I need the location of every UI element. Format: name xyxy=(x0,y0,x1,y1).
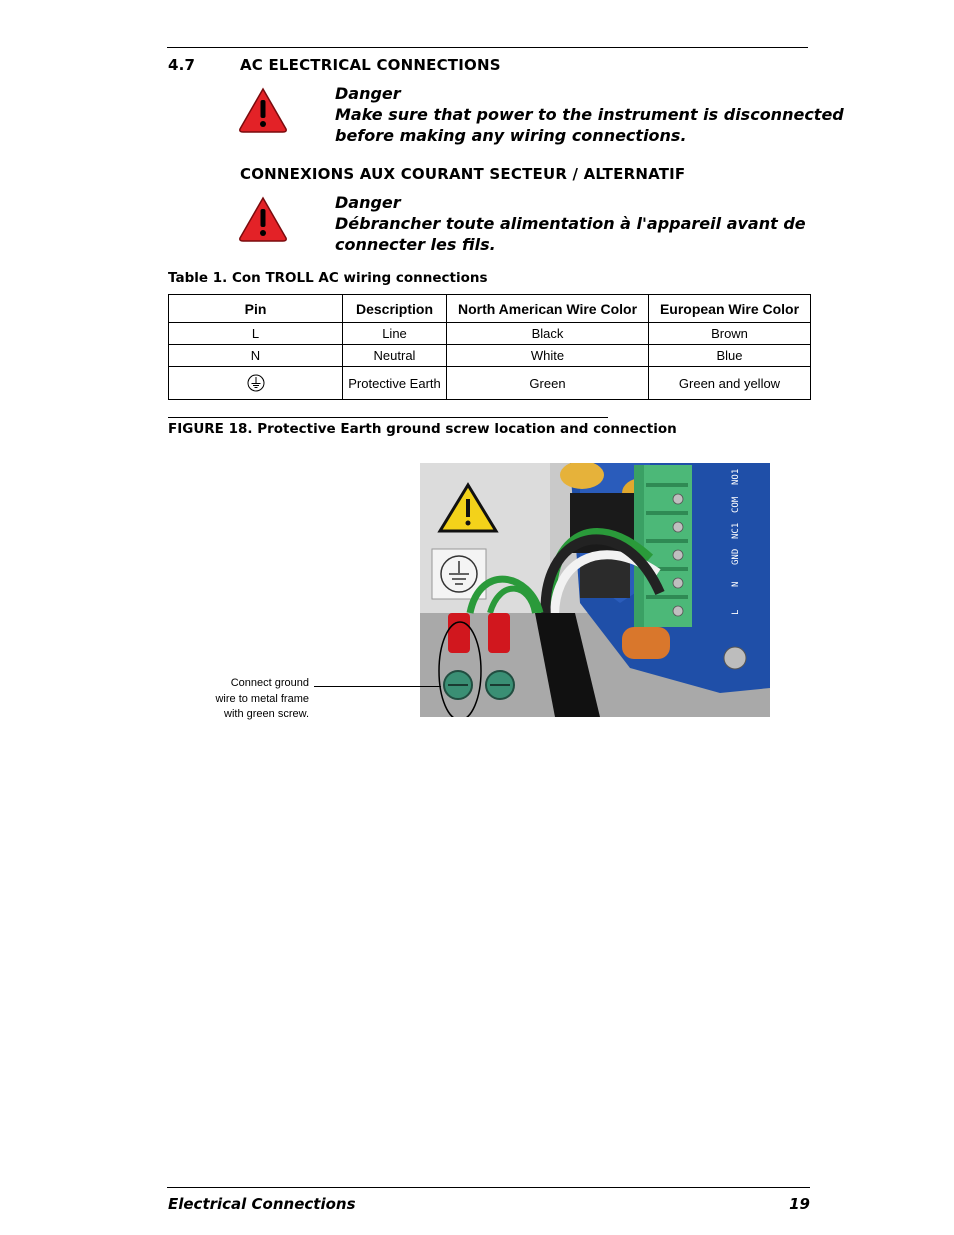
board-label: GND xyxy=(731,548,741,565)
table-cell xyxy=(169,367,343,400)
table-cell: Black xyxy=(447,323,649,345)
table-header: North American Wire Color xyxy=(447,295,649,323)
table-cell: Neutral xyxy=(343,345,447,367)
protective-earth-icon xyxy=(247,374,265,392)
danger-line: Make sure that power to the instrument is disconnected xyxy=(335,105,844,124)
table-cell: N xyxy=(169,345,343,367)
footer-rule xyxy=(167,1187,810,1188)
table-header: European Wire Color xyxy=(649,295,811,323)
table-cell: Brown xyxy=(649,323,811,345)
danger-heading: Danger xyxy=(335,84,401,103)
danger-notice-fr xyxy=(335,192,806,255)
table-cell: Protective Earth xyxy=(343,367,447,400)
danger-line: before making any wiring connections. xyxy=(335,126,687,145)
board-label: NO1 xyxy=(731,468,741,485)
table-caption: Table 1. Con TROLL AC wiring connections xyxy=(168,270,488,286)
wiring-table xyxy=(168,294,811,400)
wiring-photo xyxy=(420,463,770,717)
table-cell: White xyxy=(447,345,649,367)
table-header-row xyxy=(169,295,811,323)
section-number: 4.7 xyxy=(168,56,196,74)
board-label: N xyxy=(731,581,741,587)
callout-leader xyxy=(314,686,441,687)
top-rule xyxy=(167,47,808,48)
figure-caption: FIGURE 18. Protective Earth ground screw location and connection xyxy=(168,421,677,437)
danger-line: Débrancher toute alimentation à l'appareil avant de xyxy=(335,214,806,233)
warning-triangle-icon xyxy=(238,87,288,133)
board-label: COM xyxy=(731,496,741,513)
danger-line: connecter les fils. xyxy=(335,235,496,254)
board-label: L xyxy=(731,609,741,615)
section-title: AC ELECTRICAL CONNECTIONS xyxy=(240,56,501,74)
table-cell: Line xyxy=(343,323,447,345)
table-cell: L xyxy=(169,323,343,345)
table-cell: Green xyxy=(447,367,649,400)
danger-heading: Danger xyxy=(335,193,401,212)
table-row xyxy=(169,323,811,345)
callout-line: Connect ground xyxy=(230,677,309,689)
table-cell: Blue xyxy=(649,345,811,367)
footer-section-title: Electrical Connections xyxy=(168,1195,356,1213)
ground-callout xyxy=(190,676,309,723)
table-header: Pin xyxy=(169,295,343,323)
page-number: 19 xyxy=(789,1195,810,1213)
table-row xyxy=(169,367,811,400)
table-row xyxy=(169,345,811,367)
danger-notice-en xyxy=(335,83,844,146)
figure-rule xyxy=(168,417,608,418)
table-header: Description xyxy=(343,295,447,323)
callout-line: with green screw. xyxy=(224,708,309,720)
warning-triangle-icon xyxy=(238,196,288,242)
callout-line: wire to metal frame xyxy=(215,692,309,705)
board-label: NC1 xyxy=(731,522,741,539)
table-cell: Green and yellow xyxy=(649,367,811,400)
section-subtitle-fr: CONNEXIONS AUX COURANT SECTEUR / ALTERNATIF xyxy=(240,165,686,183)
